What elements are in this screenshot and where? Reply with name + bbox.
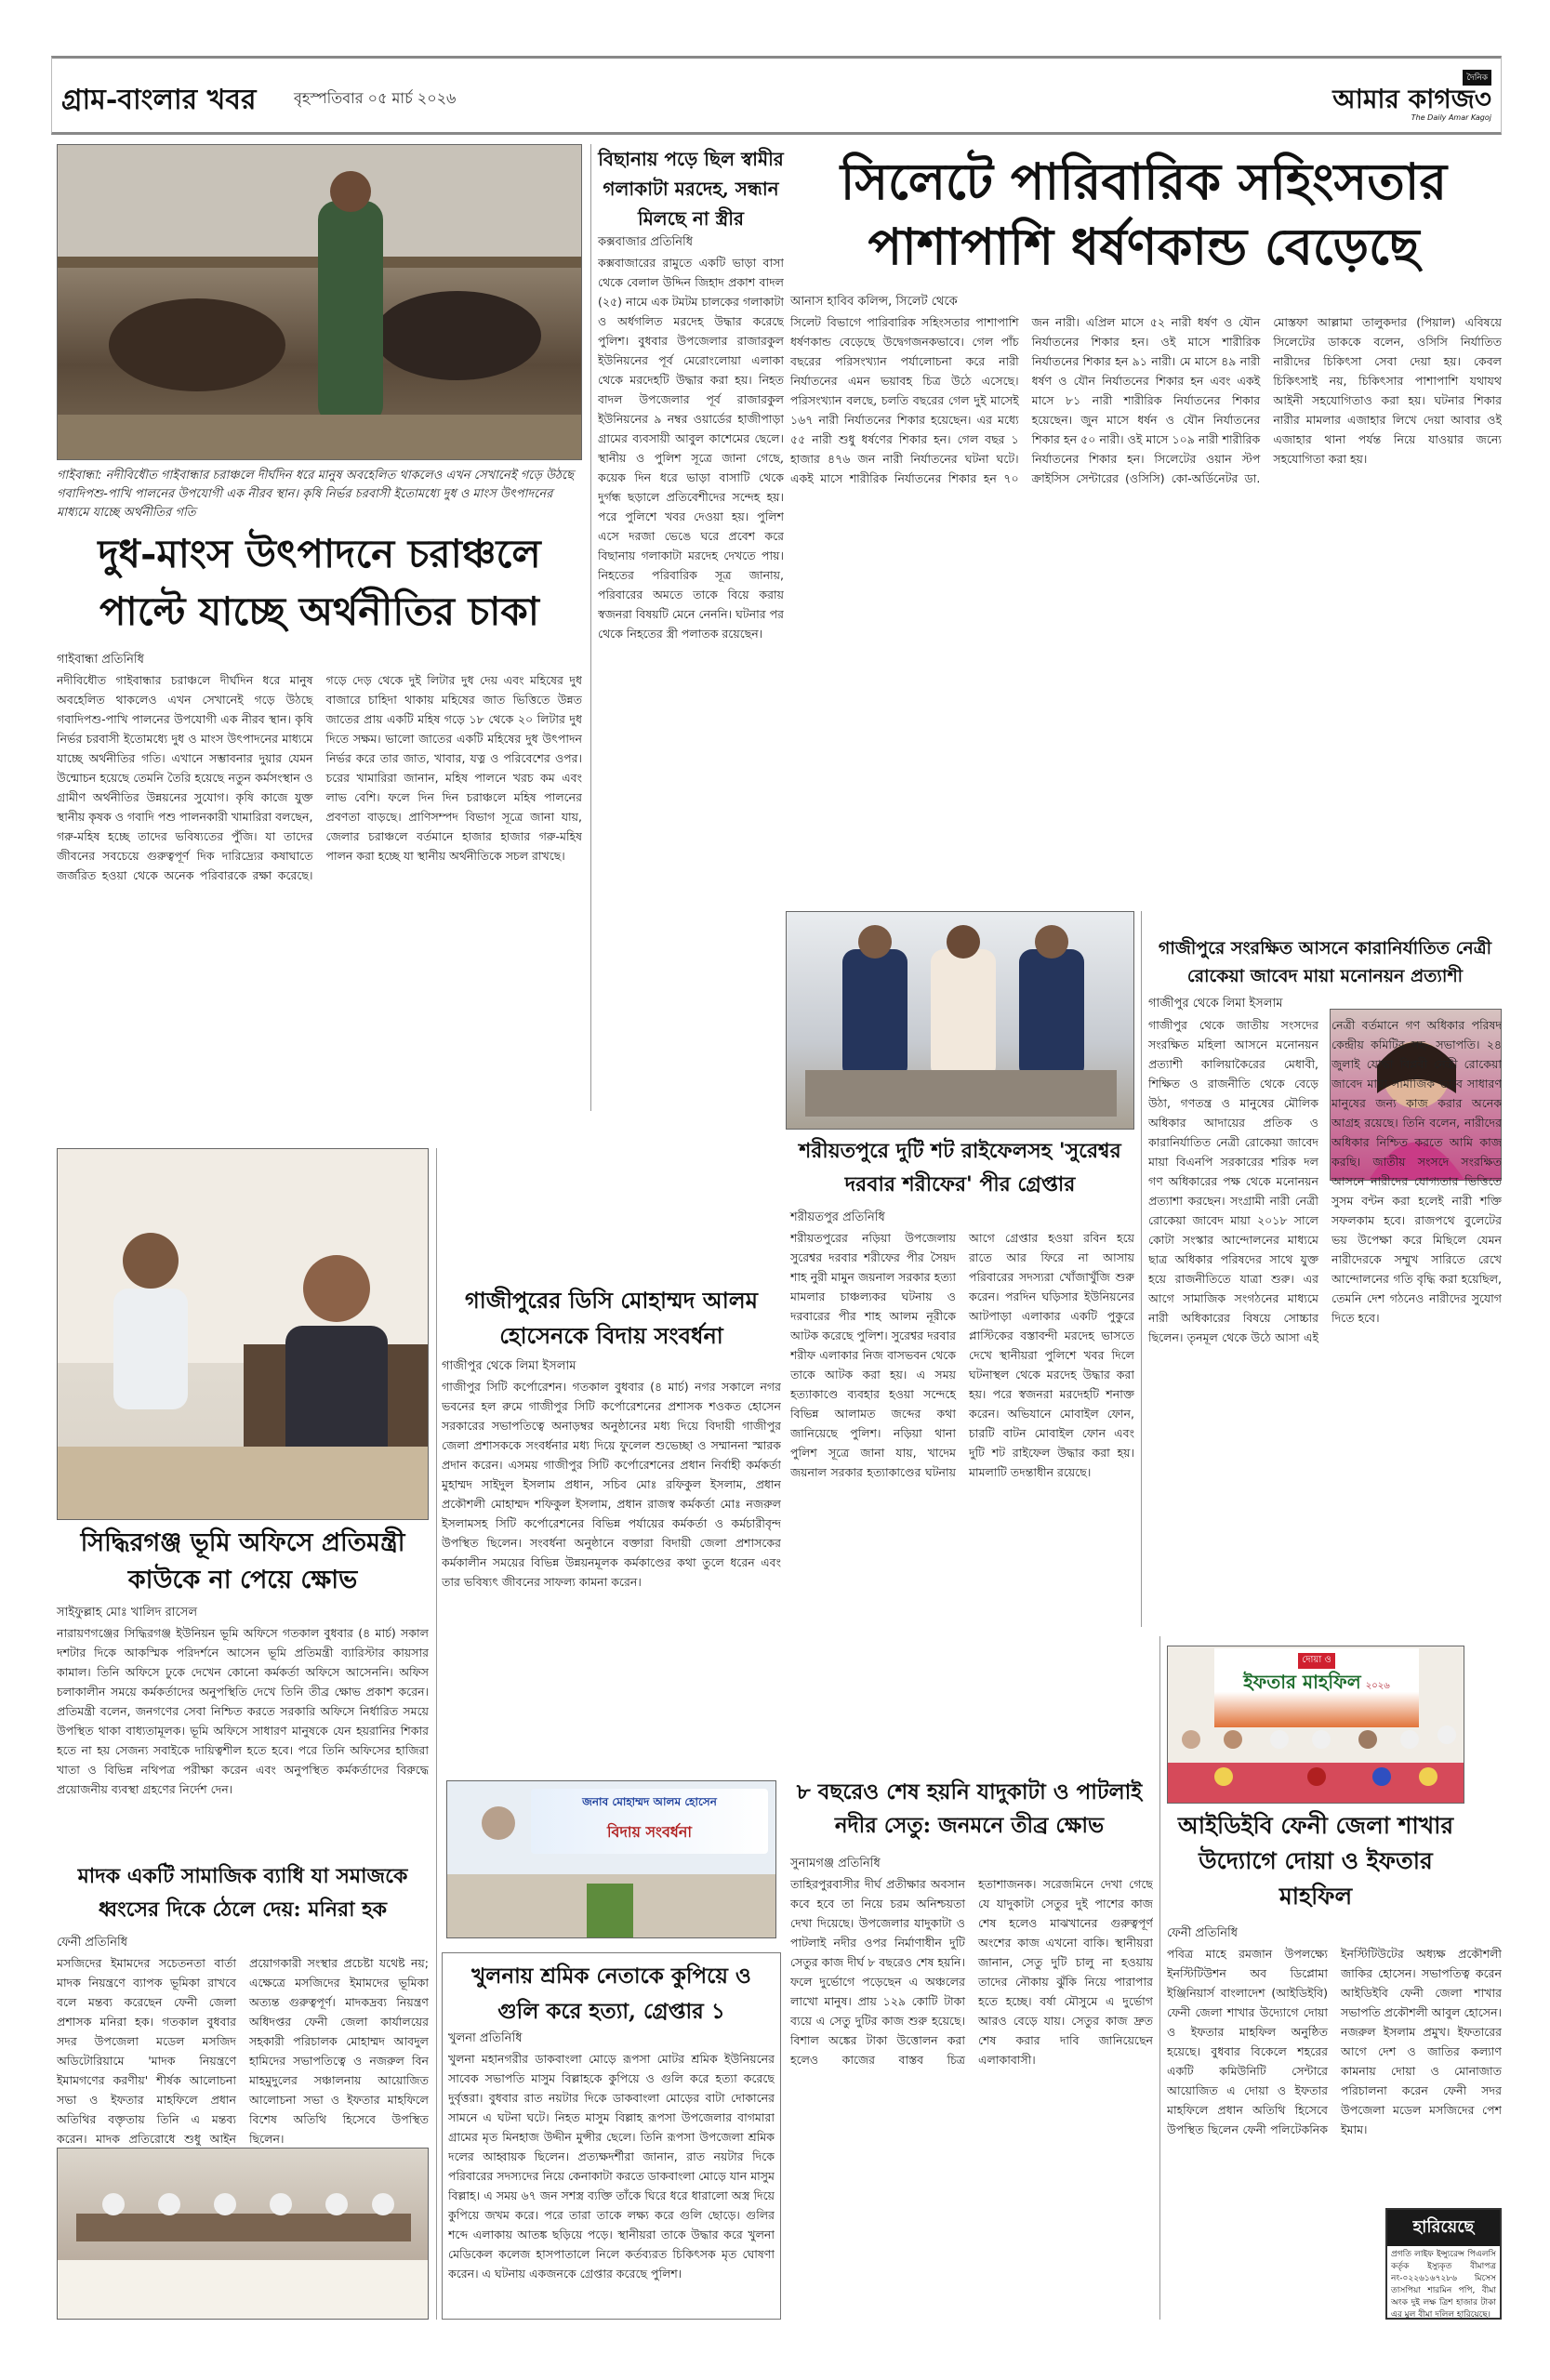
khulna-byline: খুলনা প্রতিনিধি bbox=[448, 2031, 523, 2045]
masthead bbox=[51, 56, 1502, 135]
shariatpur-headline: শরীয়তপুরে দুটি শট রাইফেলসহ 'সুরেশ্বর দরবার শরীফের' পীর গ্রেপ্তার bbox=[799, 1139, 1121, 1197]
khulna-headline: খুলনায় শ্রমিক নেতাকে কুপিয়ে ও গুলি করে হত্যা, গ্রেপ্তার ১ bbox=[471, 1964, 751, 2024]
rama-byline: কক্সবাজার প্রতিনিধি bbox=[598, 235, 693, 249]
issue-date: বৃহস্পতিবার ০৫ মার্চ ২০২৬ bbox=[294, 89, 457, 107]
minister-byline: সাইফুল্লাহ মোঃ খালিদ রাসেল bbox=[57, 1606, 198, 1620]
arrest-photo bbox=[786, 911, 1134, 1130]
shariatpur-byline: শরীয়তপুর প্রতিনিধি bbox=[790, 1210, 885, 1224]
meeting-illustration bbox=[58, 2149, 429, 2320]
bridge-byline: সুনামগঞ্জ প্রতিনিধি bbox=[790, 1857, 881, 1871]
iftar-body: পবিত্র মাহে রমজান উপলক্ষ্যে ইনস্টিটিউশন অব ডিপ্লোমা ইঞ্জিনিয়ার্স বাংলাদেশ (আইডিইবি) ফেনী জেলা শাখার উদ্যোগে দোয়া ও ইফতার মাহফিল অনুষ্ঠিত হয়েছে। বুধবার বিকেলে শহরের একটি কমিউনিটি সেন্টারে আয়োজিত এ দোয়া ও ইফতার মাহফিলে প্রধান অতিথি হিসেবে উপস্থিত ছিলেন ফেনী পলিটেকনিক ইনস্টিটিউটের অধ্যক্ষ প্রকৌশলী জাকির হোসেন। সভাপতিত্ব করেন আইডিইবি ফেনী জেলা শাখার সভাপতি প্রকৌশলী আবুল হোসেন। নজরুল ইসলাম প্রমুখ। ইফতারের আগে দেশ ও জাতির কল্যাণ কামনায় দোয়া ও মোনাজাত পরিচালনা করেন ফেনী সদর উপজেলা মডেল মসজিদের পেশ ইমাম। bbox=[1167, 1947, 1502, 2136]
page-number: ৩ bbox=[1474, 84, 1491, 114]
bridge-article bbox=[790, 1855, 1153, 2334]
cattle-photo-illustration bbox=[58, 145, 582, 460]
gazipur-dc-body: গাজীপুর সিটি কর্পোরেশন। গতকাল বুধবার (৪ মার্চ) নগর সকালে নগর ভবনের হল রুমে গাজীপুর সিটি কর্পোরেশনের প্রশাসক শওকত হোসেন সরকারের সভাপতিত্বে অনাড়ম্বর অনুষ্ঠানের মধ্য দিয়ে বিদায়ী গাজীপুর জেলা প্রশাসককে সংবর্ধনার মধ্য দিয়ে ফুলেল শুভেচ্ছা ও সম্মাননা স্মারক প্রদান করেন। এসময় গাজীপুর সিটি কর্পোরেশনের প্রধান নির্বাহী কর্মকর্তা মুহাম্মদ সাইদুল ইসলাম প্রধান, সচিব মোঃ রফিকুল ইসলাম, প্রধান প্রকৌশলী মোহাম্মদ শফিকুল ইসলাম, প্রধান রাজস্ব কর্মকর্তা মোঃ নজরুল ইসলামসহ সিটি কর্পোরেশনের বিভিন্ন পর্যায়ের কর্মকর্তা ও কর্মচারীবৃন্দ উপস্থিত ছিলেন। সংবর্ধনা অনুষ্ঠানে বক্তারা বিদায়ী জেলা প্রশাসকের কর্মকালীন সময়ের বিভিন্ন উন্নয়নমূলক কর্মকাণ্ডের কথা তুলে ধরেন এবং তার ভবিষ্যৎ জীবনের সাফল্য কামনা করেন। bbox=[442, 1380, 781, 1589]
rokeya-headline: গাজীপুরে সংরক্ষিত আসনে কারানির্যাতিত নেত্রী রোকেয়া জাবেদ মায়া মনোনয়ন প্রত্যাশী bbox=[1158, 938, 1492, 986]
milk-byline: গাইবান্ধা প্রতিনিধি bbox=[57, 653, 144, 667]
minister-illustration bbox=[58, 1149, 429, 1520]
rama-headline: বিছানায় পড়ে ছিল স্বামীর গলাকাটা মরদেহ, সন্ধান মিলছে না স্ত্রীর bbox=[598, 148, 784, 230]
logo-main-text: আমার কাগজ bbox=[1332, 84, 1475, 114]
lead-article bbox=[790, 293, 1502, 870]
newspaper-logo bbox=[1332, 66, 1491, 122]
arrest-photo-illustration bbox=[787, 912, 1134, 1130]
gazipur-dc-article bbox=[442, 1357, 781, 1786]
cattle-photo bbox=[57, 144, 582, 460]
bridge-body: তাহিরপুরবাসীর দীর্ঘ প্রতীক্ষার অবসান কবে হবে তা নিয়ে চরম অনিশ্চয়তা দেখা দিয়েছে। উপজেলার যাদুকাটা ও পাটলাই নদীর ওপর নির্মাণাধীন দুটি সেতুর কাজ দীর্ঘ ৮ বছরেও শেষ হয়নি। ফলে দুর্ভোগে পড়েছেন এ অঞ্চলের লাখো মানুষ। প্রায় ১২৯ কোটি টাকা ব্যয়ে এ সেতু দুটির কাজ শুরু হয়েছে। বিশাল অঙ্কের টাকা উত্তোলন করা হলেও কাজের বাস্তব চিত্র হতাশাজনক। সরেজমিনে দেখা গেছে যে যাদুকাটা সেতুর দুই পাশের কাজ শেষ হলেও মাঝখানের গুরুত্বপূর্ণ অংশের কাজ এখনো বাকি। স্থানীয়রা জানান, সেতু দুটি চালু না হওয়ায় তাদের নৌকায় ঝুঁকি নিয়ে পারাপার হতে হচ্ছে। বর্ষা মৌসুমে এ দুর্ভোগ আরও বেড়ে যায়। সেতুর কাজ দ্রুত শেষ করার দাবি জানিয়েছেন এলাকাবাসী। bbox=[790, 1877, 1153, 2067]
lost-notice-body: প্রগতি লাইফ ইন্স্যুরেন্স পিএলসি কর্তৃক ইস্যুকৃত বীমাপত্র নং-০২২৬১৬৭২৮৬ মিসেস তাসপিয়া শারমিন পপি, বীমা অংক দুই লক্ষ ত্রিশ হাজার টাকা এর মুল বীমা দলিল হারিয়েছে। bbox=[1391, 2250, 1496, 2320]
iftar-banner-main: ইফতার মাহফিল bbox=[1243, 1671, 1361, 1693]
rama-article bbox=[598, 144, 784, 1099]
bridge-headline: ৮ বছরেও শেষ হয়নি যাদুকাটা ও পাটলাই নদীর সেতু: জনমনে তীব্র ক্ষোভ bbox=[796, 1779, 1143, 1838]
photo-caption: গাইবান্ধা: নদীবিধৌত গাইবান্ধার চরাঞ্চলে দীর্ঘদিন ধরে মানুষ অবহেলিত থাকলেও এখন সেখানেই গড়ে উঠছে গবাদিপশু-পাখি পালনের উপযোগী এক নীরব স্থান। কৃষি নির্ভর চরবাসী ইতোমধ্যে দুধ ও মাংস উৎপাদনের মাধ্যমে যাচ্ছে অর্থনীতির গতি bbox=[57, 469, 575, 520]
lost-notice-title: হারিয়েছে bbox=[1387, 2210, 1500, 2246]
rama-body: কক্সবাজারের রামুতে একটি ভাড়া বাসা থেকে বেলাল উদ্দিন জিহাদ প্রকাশ বাদল (২৫) নামে এক টমটম চালকের গলাকাটা ও অর্ধগলিত মরদেহ উদ্ধার করেছে পুলিশ। বুধবার উপজেলার রাজারকুল ইউনিয়নের পূর্ব মেরোংলোয়া এলাকা থেকে মরদেহটি উদ্ধার করা হয়। নিহত বাদল উপজেলার পূর্ব রাজারকুল ইউনিয়নের ৯ নম্বর ওয়ার্ডের হাজীপাড়া গ্রামের ব্যবসায়ী আবুল কাশেমের ছেলে। স্থানীয় ও পুলিশ সূত্রে জানা গেছে, কয়েক দিন ধরে ভাড়া বাসাটি থেকে দুর্গন্ধ ছড়ালে প্রতিবেশীদের সন্দেহ হয়। পরে পুলিশে খবর দেওয়া হয়। পুলিশ এসে দরজা ভেঙে ঘরে প্রবেশ করে বিছানায় গলাকাটা মরদেহ দেখতে পায়। নিহতের পরিবারিক সূত্র জানায়, পরিবারের অমতে তাকে বিয়ে করায় স্বজনরা বিষয়টি মেনে নেননি। ঘটনার পর থেকে নিহতের স্ত্রী পলাতক রয়েছেন। bbox=[598, 256, 784, 641]
column-divider bbox=[1141, 911, 1142, 1627]
lead-headline: সিলেটে পারিবারিক সহিংসতার পাশাপাশি ধর্ষণকান্ড বেড়েছে bbox=[840, 152, 1448, 276]
iftar-illustration bbox=[1168, 1646, 1464, 1804]
lost-notice-ad bbox=[1385, 2208, 1502, 2320]
madok-body: মসজিদের ইমামদের সচেতনতা বার্তা মাদক নিয়ন্ত্রণে ব্যাপক ভূমিকা রাখবে বলে মন্তব্য করেছেন ফেনী জেলা প্রশাসক মনিরা হক। গতকাল বুধবার সদর উপজেলা মডেল মসজিদ অডিটোরিয়ামে 'মাদক নিয়ন্ত্রণে ইমামগণের করণীয়' শীর্ষক আলোচনা সভা ও ইফতার মাহফিলে প্রধান অতিথির বক্তৃতায় তিনি এ মন্তব্য করেন। মাদক প্রতিরোধে শুধু আইন প্রয়োগকারী সংস্থার প্রচেষ্টা যথেষ্ট নয়; এক্ষেত্রে মসজিদের ইমামদের ভূমিকা অত্যন্ত গুরুত্বপূর্ণ। মাদকদ্রব্য নিয়ন্ত্রণ অধিদপ্তর ফেনী জেলা কার্যালয়ের সহকারী পরিচালক মোহাম্মদ আবদুল হামিদের সভাপতিত্বে ও নজরুল বিন মাহমুদুলের সঞ্চালনায় আয়োজিত আলোচনা সভা ও ইফতার মাহফিলে বিশেষ অতিথি হিসেবে উপস্থিত ছিলেন। bbox=[57, 1956, 429, 2146]
gazipur-dc-byline: গাজীপুর থেকে লিমা ইসলাম bbox=[442, 1359, 576, 1373]
column-divider bbox=[1159, 1636, 1160, 2320]
section-title: গ্রাম-বাংলার খবর bbox=[61, 84, 257, 116]
shariatpur-article bbox=[790, 1209, 1134, 1693]
lead-byline: আনাস হাবিব কলিন্স, সিলেট থেকে bbox=[790, 295, 958, 309]
iftar-photo bbox=[1167, 1646, 1464, 1804]
newspaper-page bbox=[51, 56, 1502, 2324]
minister-headline: সিদ্ধিরগঞ্জ ভূমি অফিসে প্রতিমন্ত্রী কাউকে না পেয়ে ক্ষোভ bbox=[80, 1528, 405, 1594]
madok-byline: ফেনী প্রতিনিধি bbox=[57, 1936, 128, 1950]
iftar-headline: আইডিইবি ফেনী জেলা শাখার উদ্যোগে দোয়া ও ইফতার মাহফিল bbox=[1177, 1812, 1454, 1910]
rokeya-byline: গাজীপুর থেকে লিমা ইসলাম bbox=[1148, 997, 1283, 1011]
dc-banner-title: বিদায় সংবর্ধনা bbox=[606, 1823, 693, 1841]
milk-article bbox=[57, 651, 582, 1154]
minister-article bbox=[57, 1604, 429, 1860]
dc-event-illustration bbox=[447, 1781, 776, 1938]
khulna-body: খুলনা মহানগরীর ডাকবাংলা মোড়ে রূপসা মোটর শ্রমিক ইউনিয়নের সাবেক সভাপতি মাসুম বিল্লাহকে কুপিয়ে ও গুলি করে হত্যা করেছে দুর্বৃত্তরা। বুধবার রাত নয়টার দিকে ডাকবাংলা মোড়ের বাটা দোকানের সামনে এ ঘটনা ঘটে। নিহত মাসুম বিল্লাহ রূপসা উপজেলার বাগমারা গ্রামের মৃত মিনহাজ উদ্দীন মুন্সীর ছেলে। তিনি রূপসা উপজেলা শ্রমিক দলের আহ্বায়ক ছিলেন। প্রত্যক্ষদর্শীরা জানান, রাত নয়টার দিকে পরিবারের সদস্যদের নিয়ে কেনাকাটা করতে ডাকবাংলা মোড়ে যান মাসুম বিল্লাহ। এ সময় ৬৭ জন সশস্ত্র ব্যক্তি তাঁকে ঘিরে ধরে ধারালো অস্ত্র দিয়ে কুপিয়ে জখম করে। পরে তারা তাকে লক্ষ্য করে গুলি ছোড়ে। গুলির শব্দে এলাকায় আতঙ্ক ছড়িয়ে পড়ে। স্থানীয়রা তাকে উদ্ধার করে খুলনা মেডিকেল কলেজ হাসপাতালে নিলে কর্তব্যরত চিকিৎসক মৃত ঘোষণা করেন। এ ঘটনায় একজনকে গ্রেপ্তার করেছে পুলিশ। bbox=[448, 2052, 775, 2281]
dc-banner-name: জনাব মোহাম্মদ আলম হোসেন bbox=[582, 1795, 717, 1808]
meeting-photo bbox=[57, 2148, 429, 2320]
logo-english-text: The Daily Amar Kagoj bbox=[1411, 113, 1491, 122]
lead-body: সিলেট বিভাগে পারিবারিক সহিংসতার পাশাপাশি ধর্ষণকান্ড বেড়েছে উদ্বেগজনকভাবে। গেল পাঁচ বছরের পরিসংখ্যান পর্যালোচনা করে নারী নির্যাতনের এমন ভয়াবহ চিত্র উঠে এসেছে। পরিসংখ্যান বলছে, চলতি বছরের গেল দুই মাসেই ১৬৭ নারী নির্যাতনের শিকার হয়েছেন। এর মধ্যে ৫৫ নারী শুধু ধর্ষণের শিকার হন। গেল বছর ১ হাজার ৪৭৬ জন নারী নির্যাতনের ঘটনা ঘটে। একই মাসে শারীরিক নির্যাতনের শিকার হন ৭০ জন নারী। এপ্রিল মাসে ৫২ নারী ধর্ষণ ও যৌন নির্যাতনের শিকার হন। ওই মাসে শারীরিক নির্যাতনের শিকার হন ৯১ নারী। মে মাসে ৪৯ নারী ধর্ষণ ও যৌন নির্যাতনের শিকার হন এবং একই মাসে ৮১ নারী শারীরিক নির্যাতনের শিকার হয়েছেন। জুন মাসে ধর্ষন ও যৌন নির্যাতনের শিকার হন ৫০ নারী। ওই মাসে ১০৯ নারী শারীরিক নির্যাতনের শিকার হন। সিলেটের ওয়ান স্টপ ক্রাইসিস সেন্টারের (ওসিসি) কো-অর্ডিনেটর ডা. মোস্তফা আল্লামা তালুকদার (পিয়াল) এবিষয়ে সিলেটের ডাককে বলেন, ওসিসি নির্যাতিত নারীদের চিকিৎসা সেবা দেয়া হয়। কেবল চিকিৎসাই নয়, চিকিৎসার পাশাপাশি যথাযথ আইনী সহযোগিতাও করা হয়। ঘটনার শিকার নারীর মামলার এজাহার লিখে দেয়া আবার ওই এজাহার থানা পর্যন্ত নিয়ে যাওয়ার জন্যে সহযোগিতা করা হয়। bbox=[790, 315, 1502, 485]
iftar-banner-top: দোয়া ও bbox=[1298, 1653, 1335, 1669]
khulna-article bbox=[442, 1952, 781, 2320]
logo-small-text: দৈনিক bbox=[1463, 70, 1491, 86]
rokeya-body: গাজীপুর থেকে জাতীয় সংসদের সংরক্ষিত মহিলা আসনে মনোনয়ন প্রত্যাশী কালিয়াকৈরের মেধাবী, শিক্ষিত ও রাজনীতি থেকে বেড়ে উঠা, গণতন্ত্র ও মানুষের মৌলিক অধিকার আদায়ের প্রতিক ও কারানির্যাতিত নেত্রী রোকেয়া জাবেদ মায়া বিএনপি সরকারের শরিক দল গণ অধিকারের পক্ষ থেকে মনোনয়ন প্রত্যাশা করছেন। সংগ্রামী নারী নেত্রী রোকেয়া জাবেদ মায়া ২০১৮ সালে কোটা সংস্কার আন্দোলনের মাধ্যমে ছাত্র অধিকার পরিষদের সাথে যুক্ত হয়ে রাজনীতিতে যাত্রা শুরু। এর আগে সামাজিক সংগঠনের মাধ্যমে নারী অধিকারের বিষয়ে সোচ্চার ছিলেন। তৃনমূল থেকে উঠে আসা এই নেত্রী বর্তমানে গণ অধিকার পরিষদ কেন্দ্রীয় কমিটির সহ- সভাপতি। ২৪ জুলাই যোদ্ধা বিপ্লবী নেত্রী রোকেয়া জাবেদ মায়া সামাজিক ভাবে সাধারণ মানুষের জন্য কাজ করার অনেক আগ্রহ রয়েছে। তিনি বলেন, নারীদের অধিকার নিশ্চিত করতে আমি কাজ করছি। জাতীয় সংসদে সংরক্ষিত আসনে নারীদের যোগ্যতার ভিত্তিতে সুসম বন্টন করা হলেই নারী শক্তি সফলকাম হবে। রাজপথে বুলেটের ভয় উপেক্ষা করে মিছিলে যেমন নারীদেরকে সম্মুখ সারিতে রেখে আন্দোলনের গতি বৃদ্ধি করা হয়েছিল, তেমনি দেশ গঠনেও নারীদের সুযোগ দিতে হবে। bbox=[1148, 1018, 1502, 1344]
iftar-byline: ফেনী প্রতিনিধি bbox=[1167, 1926, 1239, 1940]
minister-photo bbox=[57, 1148, 429, 1520]
madok-article bbox=[57, 1934, 429, 2153]
milk-headline: দুধ-মাংস উৎপাদনে চরাঞ্চলে পাল্টে যাচ্ছে অর্থনীতির চাকা bbox=[98, 531, 541, 634]
minister-body: নারায়ণগঞ্জের সিদ্ধিরগঞ্জ ইউনিয়ন ভূমি অফিসে গতকাল বুধবার (৪ মার্চ) সকাল দশটার দিকে আকস্মিক পরিদর্শনে আসেন ভূমি প্রতিমন্ত্রী ব্যারিস্টার কায়সার কামাল। তিনি অফিসে ঢুকে দেখেন কোনো কর্মকর্তা অফিসে আসেননি। অফিস চলাকালীন সময়ে কর্মকর্তাদের অনুপস্থিতি দেখে তিনি তীব্র ক্ষোভ প্রকাশ করেন। প্রতিমন্ত্রী বলেন, জনগণের সেবা নিশ্চিত করতে সরকারি অফিসে নির্ধারিত সময়ে উপস্থিত থাকা বাধ্যতামূলক। ভূমি অফিসে সাধারণ মানুষকে যেন হয়রানির শিকার হতে না হয় সেজন্য সবাইকে দায়িত্বশীল হতে হবে। পরে তিনি অফিসের হাজিরা খাতা ও বিভিন্ন নথিপত্র পরীক্ষা করেন এবং অনুপস্থিত কর্মকর্তাদের বিরুদ্ধে প্রয়োজনীয় ব্যবস্থা গ্রহণের নির্দেশ দেন। bbox=[57, 1626, 429, 1796]
iftar-banner-year: ২০২৬ bbox=[1365, 1681, 1390, 1691]
milk-body: নদীবিধৌত গাইবান্ধার চরাঞ্চলে দীর্ঘদিন ধরে মানুষ অবহেলিত থাকলেও এখন সেখানেই গড়ে উঠছে গবাদিপশু-পাখি পালনের উপযোগী এক নীরব স্থান। কৃষি নির্ভর চরবাসী ইতোমধ্যে দুধ ও মাংস উৎপাদনের মাধ্যমে যাচ্ছে অর্থনীতির গতি। এখানে সম্ভাবনার দুয়ার যেমন উন্মোচন হয়েছে তেমনি তৈরি হয়েছে নতুন কর্মসংস্থান ও গ্রামীণ অর্থনীতির উন্নয়নের সুযোগ। কৃষি কাজে যুক্ত স্থানীয় কৃষক ও গবাদি পশু পালনকারী খামারিরা বলছেন, গরু-মহিষ হচ্ছে তাদের ভবিষ্যতের পুঁজি। যা তাদের জীবনের সবচেয়ে গুরুত্বপূর্ণ দিক দারিদ্র্যের কষাঘাতে জর্জরিত হওয়া থেকে অনেক পরিবারকে রক্ষা করেছে। গড়ে দেড় থেকে দুই লিটার দুধ দেয় এবং মহিষের দুধ বাজারে চাহিদা থাকায় মহিষের জাত ভিত্তিতে উন্নত জাতের প্রায় একটি মহিষ গড়ে ১৮ থেকে ২০ লিটার দুধ দিতে সক্ষম। ভালো জাতের একটি মহিষের দুধ উৎপাদন নির্ভর করে তার জাত, খাবার, যত্ন ও পরিবেশের ওপর। চরের খামারিরা জানান, মহিষ পালনে খরচ কম এবং লাভ বেশি। ফলে দিন দিন চরাঞ্চলে মহিষ পালনের প্রবণতা বাড়ছে। প্রাণিসম্পদ বিভাগ সূত্রে জানা যায়, জেলার চরাঞ্চলে বর্তমানে হাজার হাজার গরু-মহিষ পালন করা হচ্ছে যা স্থানীয় অর্থনীতিকে সচল রাখছে। bbox=[57, 673, 582, 882]
column-divider bbox=[436, 1148, 437, 2320]
column-divider bbox=[590, 144, 591, 1111]
dc-event-photo bbox=[446, 1780, 776, 1938]
shariatpur-body: শরীয়তপুরের নড়িয়া উপজেলায় সুরেশ্বর দরবার শরীফের পীর সৈয়দ শাহ নুরী মামুন জয়নাল সরকার হত্যা মামলার চাঞ্চল্যকর ঘটনায় ও দরবারের পীর শাহ আলম নূরীকে আটক করেছে পুলিশ। সুরেশ্বর দরবার শরীফ এলাকার নিজ বাসভবন থেকে তাকে আটক করা হয়। এ সময় হত্যাকাণ্ডে ব্যবহার হওয়া সন্দেহে বিভিন্ন আলামত জব্দের কথা জানিয়েছে পুলিশ। নড়িয়া থানা পুলিশ সূত্রে জানা যায়, খাদেম জয়নাল সরকার হত্যাকাণ্ডের ঘটনায় আগে গ্রেপ্তার হওয়া রবিন হয়ে রাতে আর ফিরে না আসায় পরিবারের সদস্যরা খোঁজাখুঁজি শুরু করেন। পরদিন ঘড়িসার ইউনিয়নের আটপাড়া এলাকার একটি পুকুরে প্লাস্টিকের বস্তাবন্দী মরদেহ ভাসতে দেখে স্থানীয়রা পুলিশে খবর দিলে ঘটনাস্থল থেকে মরদেহ উদ্ধার করা হয়। পরে স্বজনরা মরদেহটি শনাক্ত করেন। অভিযানে মোবাইল ফোন, চারটি বাটন মোবাইল ফোন এবং দুটি শট রাইফেল উদ্ধার করা হয়। মামলাটি তদন্তাধীন রয়েছে। bbox=[790, 1231, 1134, 1479]
madok-headline: মাদক একটি সামাজিক ব্যাধি যা সমাজকে ধ্বংসের দিকে ঠেলে দেয়: মনিরা হক bbox=[77, 1864, 408, 1922]
gazipur-dc-headline: গাজীপুরের ডিসি মোহাম্মদ আলম হোসেনকে বিদায় সংবর্ধনা bbox=[465, 1287, 758, 1349]
iftar-article bbox=[1167, 1924, 1502, 2214]
